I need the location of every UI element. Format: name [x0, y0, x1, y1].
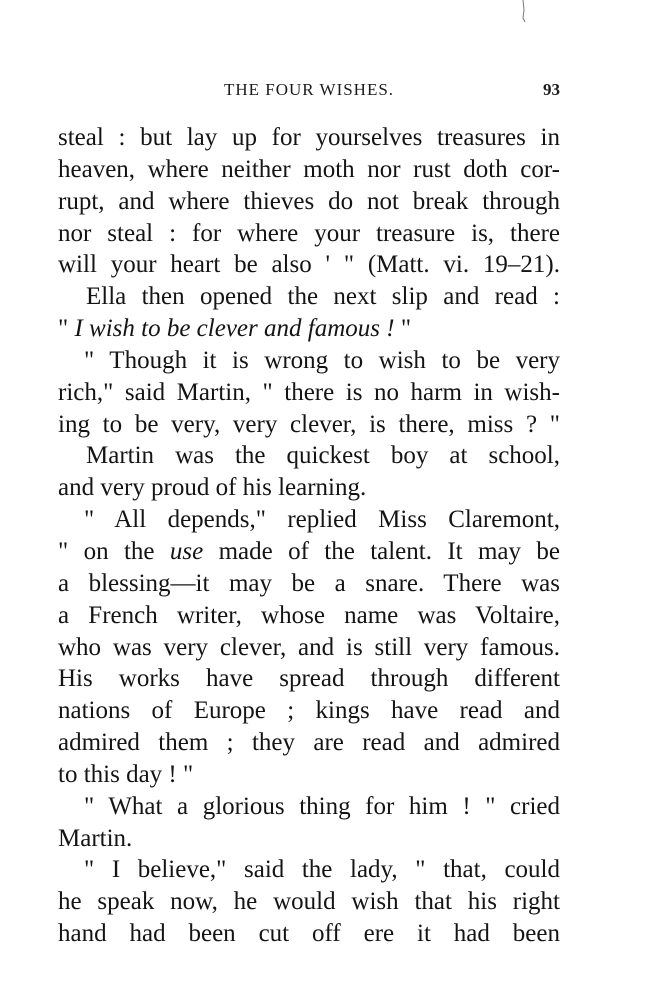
page-header — [58, 80, 560, 104]
quote-open: " — [58, 315, 75, 343]
italic-wish: I wish to be clever and famous ! — [74, 315, 395, 343]
text-line: and very proud of his learning. — [58, 474, 367, 502]
text-line: to this day ! " — [58, 760, 194, 788]
text-line: " All depends," replied Miss Claremont, — [84, 506, 560, 534]
text-line: " I believe," said the lady, " that, could — [84, 856, 560, 884]
text-line: nor steal : for where your treasure is, there — [58, 219, 560, 247]
text-line: who was very clever, and is still very famous. — [58, 633, 560, 661]
text-line-italic-wish — [58, 313, 560, 345]
text-line: " What a glorious thing for him ! " cried — [84, 792, 560, 820]
page-edge-mark — [520, 0, 528, 24]
text-line: a blessing—it may be a snare. There was — [58, 569, 560, 597]
text-line: hand had been cut off ere it had been — [58, 920, 560, 948]
text-line: will your heart be also ' " (Matt. vi. 19–21). — [58, 251, 560, 279]
page-number: 93 — [543, 80, 560, 99]
text-line: admired them ; they are read and admired — [58, 729, 560, 757]
text-line: Ella then opened the next slip and read : — [86, 283, 560, 311]
text-line: nations of Europe ; kings have read and — [58, 697, 560, 725]
text-line: heaven, where neither moth nor rust doth cor- — [58, 155, 560, 183]
text-line: Martin. — [58, 824, 133, 852]
text-line: His works have spread through different — [58, 665, 560, 693]
text-line: he speak now, he would wish that his right — [58, 888, 560, 916]
body-text — [58, 122, 560, 950]
line-part: " on the — [58, 537, 170, 565]
text-line: a French writer, whose name was Voltaire, — [58, 601, 560, 629]
text-line: ing to be very, very clever, is there, miss ? " — [58, 410, 560, 438]
quote-close: " — [394, 315, 412, 343]
text-line: rupt, and where thieves do not break through — [58, 187, 560, 215]
text-line: rich," said Martin, " there is no harm in wish- — [58, 378, 560, 406]
running-title: THE FOUR WISHES. — [223, 80, 395, 99]
line-part: made of the talent. It may be — [203, 537, 561, 565]
text-line: " Though it is wrong to wish to be very — [84, 346, 560, 374]
text-line-italic-use — [58, 536, 560, 568]
text-line: steal : but lay up for yourselves treasures in — [58, 124, 560, 151]
text-line: Martin was the quickest boy at school, — [86, 442, 560, 470]
italic-use: use — [169, 537, 204, 565]
